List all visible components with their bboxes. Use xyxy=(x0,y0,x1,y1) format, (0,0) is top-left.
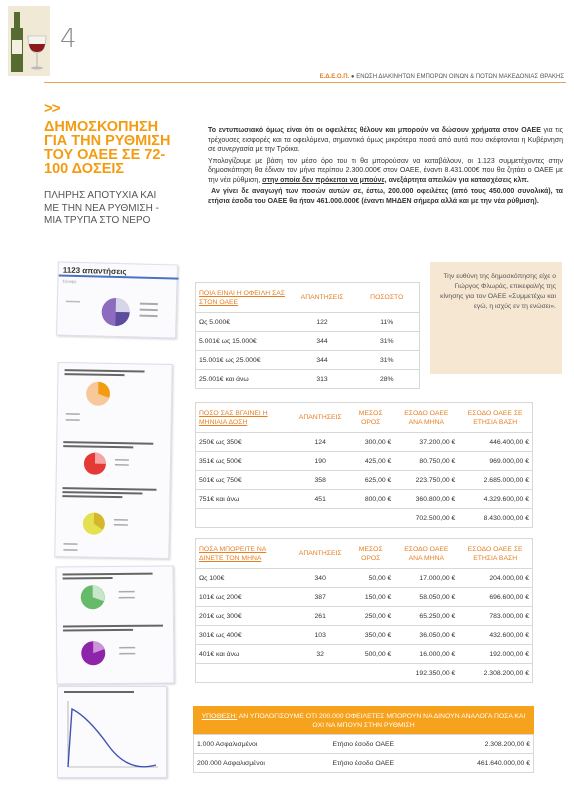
table-cell: 150,00 € xyxy=(347,588,394,607)
table-cell: 190 xyxy=(293,452,347,471)
chevron-marker: >> xyxy=(44,100,60,117)
column-header: ΑΠΑΝΤΗΣΕΙΣ xyxy=(293,539,347,569)
table-cell: 36.050,00 € xyxy=(394,626,458,645)
table-row xyxy=(196,370,420,389)
table-cell: 751€ και άνω xyxy=(196,490,294,509)
table-cell: 200.000 Ασφαλισμένοι xyxy=(194,754,330,773)
table-cell: 387 xyxy=(293,588,347,607)
paragraph-1-bold: Το εντυπωσιακό όμως είναι ότι οι οφειλέτες θέλουν και μπορούν να δώσουν χρήματα στον ΟΑΕΕ xyxy=(208,127,541,134)
table-cell: 201€ ως 300€ xyxy=(196,607,294,626)
table-cell: 500,00 € xyxy=(347,645,394,664)
table-cell: 451 xyxy=(293,490,347,509)
table-row xyxy=(196,626,533,645)
table-cell: 28% xyxy=(355,370,420,389)
table-cell: 4.329.600,00 € xyxy=(458,490,532,509)
table-cell: 32 xyxy=(293,645,347,664)
total-year: 2.308.200,00 € xyxy=(458,664,532,683)
hypothesis-box xyxy=(193,706,534,773)
table-cell: 351€ ως 500€ xyxy=(196,452,294,471)
table-row xyxy=(196,607,533,626)
paragraph-2-underline: στην οποία δεν πρόκειται να μπούνε, xyxy=(262,176,387,184)
sidebar-note: Την ευθύνη της δημοσκόπησης είχε ο Γιώργος Φλωράς, επικεφαλής της κίνησης για τον ΟΑΕΕ «Συμμετέχω και εγώ, η ισχύς εν τη ενώσει». xyxy=(440,273,556,310)
paragraph-1 xyxy=(208,126,563,155)
table-row xyxy=(196,588,533,607)
table-cell: 122 xyxy=(290,313,355,332)
wine-glass-image xyxy=(8,6,50,76)
paragraph-3 xyxy=(208,187,563,206)
table-cell: 204.000,00 € xyxy=(458,569,532,588)
column-header: ΕΣΟΔΟ ΟΑΕΕ ΣΕ ΕΤΗΣΙΑ ΒΑΣΗ xyxy=(458,539,532,569)
table-cell: 360.800,00 € xyxy=(394,490,458,509)
table-row xyxy=(196,569,533,588)
table-total-row xyxy=(196,509,533,528)
table-row xyxy=(196,471,533,490)
table-row xyxy=(194,735,534,754)
table-header-row xyxy=(196,403,533,433)
table-header-row xyxy=(196,539,533,569)
table-cell: 461.640.000,00 € xyxy=(442,754,534,773)
table-cell: 401€ και άνω xyxy=(196,645,294,664)
paragraph-2-end: ανεξάρτητα απειλών για κατασχέσεις κλπ. xyxy=(386,176,529,184)
table-cell: Ετήσιο έσοδο ΟΑΕΕ xyxy=(330,735,442,754)
table-cell: 101€ ως 200€ xyxy=(196,588,294,607)
line-chart-thumb xyxy=(58,687,168,779)
table-cell: 800,00 € xyxy=(347,490,394,509)
table-cell: 501€ ως 750€ xyxy=(196,471,294,490)
table-row xyxy=(196,433,533,452)
table-cell: 446.400,00 € xyxy=(458,433,532,452)
debt-table xyxy=(195,282,420,389)
column-header: ΠΟΣΟΣΤΟ xyxy=(355,283,420,313)
column-header: ΑΠΑΝΤΗΣΕΙΣ xyxy=(290,283,355,313)
column-header: ΕΣΟΔΟ ΟΑΕΕ ΑΝΑ ΜΗΝΑ xyxy=(394,403,458,433)
column-header: ΠΟΙΑ ΕΙΝΑΙ Η ΟΦΕΙΛΗ ΣΑΣ ΣΤΟΝ ΟΑΕΕ xyxy=(196,283,290,313)
table-row xyxy=(196,313,420,332)
table-cell: 17.000,00 € xyxy=(394,569,458,588)
org-full-name: ΕΝΩΣΗ ΔΙΑΚΙΝΗΤΩΝ ΕΜΠΟΡΩΝ ΟΙΝΩΝ & ΠΟΤΩΝ ΜΑΚΕΔΟΝΙΑΣ ΘΡΑΚΗΣ xyxy=(356,74,564,80)
table-cell: 358 xyxy=(293,471,347,490)
table-cell: 783.000,00 € xyxy=(458,607,532,626)
paragraph-1-rest: για τις τρέχουσες εισφορές και τα οφειλόμενα, σημαντικά όμως μικρότερα ποσά από αυτά που σκέφτονται η Κυβέρνηση σε συνεργασία με την Τρόικα. xyxy=(208,127,564,153)
total-month: 192.350,00 € xyxy=(394,664,458,683)
survey-screenshot-pies xyxy=(54,362,172,559)
total-month: 702.500,00 € xyxy=(394,509,458,528)
page-number: 4 xyxy=(60,24,77,54)
table-cell: 344 xyxy=(290,332,355,351)
pie-chart-thumb-1 xyxy=(57,262,179,339)
table-cell: 625,00 € xyxy=(347,471,394,490)
table-row xyxy=(196,490,533,509)
hypothesis-text: ΑΝ ΥΠΟΛΟΓΙΣΟΥΜΕ ΟΤΙ 200.000 ΟΦΕΙΛΕΤΕΣ ΜΠΟΡΟΥΝ ΝΑ ΔΙΝΟΥΝ ΑΝΑΛΟΓΑ ΠΟΣΑ ΚΑΙ ΟΧΙ ΝΑ ΜΠΟΥΝ ΣΤΗΝ ΡΥΘΜΙΣΗ xyxy=(238,713,526,729)
table-cell: 2.685.000,00 € xyxy=(458,471,532,490)
table-row xyxy=(196,351,420,370)
header-divider xyxy=(44,82,566,83)
table-cell: 344 xyxy=(290,351,355,370)
pie-charts-thumb-3 xyxy=(56,566,175,685)
summary-label: Σύνοψη xyxy=(62,278,77,284)
table-cell: 300,00 € xyxy=(347,433,394,452)
table-cell: Ως 5.000€ xyxy=(196,313,290,332)
column-header: ΕΣΟΔΟ ΟΑΕΕ ΣΕ ΕΤΗΣΙΑ ΒΑΣΗ xyxy=(458,403,532,433)
survey-screenshot-pies-2 xyxy=(55,565,174,684)
table-cell: 16.000,00 € xyxy=(394,645,458,664)
table-cell: 223.750,00 € xyxy=(394,471,458,490)
table-cell: 5.001€ ως 15.000€ xyxy=(196,332,290,351)
table-cell: 350,00 € xyxy=(347,626,394,645)
column-header: ΕΣΟΔΟ ΟΑΕΕ ΑΝΑ ΜΗΝΑ xyxy=(394,539,458,569)
column-header: ΜΕΣΟΣ ΟΡΟΣ xyxy=(347,403,394,433)
paragraph-2 xyxy=(208,157,563,186)
table-cell: 340 xyxy=(293,569,347,588)
table-cell: 425,00 € xyxy=(347,452,394,471)
survey-screenshot-summary xyxy=(56,261,178,338)
paragraph-3-bold: Αν γίνει δε αναγωγή των ποσών αυτών σε, έστω, 200.000 οφειλέτες (από τους 450.000 συνολικά), τα ετήσια έσοδα του ΟΑΕΕ θα ήταν 461.000.000€ (έναντι ΜΗΔΕΝ σήμερα αλλά και με την νέα ρύθμιση). xyxy=(208,188,563,205)
table-cell: 25.001€ και άνω xyxy=(196,370,290,389)
table-total-row xyxy=(196,664,533,683)
table-cell: Ως 100€ xyxy=(196,569,294,588)
table-cell: 37.200,00 € xyxy=(394,433,458,452)
responses-count: 1123 απαντήσεις xyxy=(62,265,127,277)
table-row xyxy=(194,754,534,773)
table-cell: 301€ ως 400€ xyxy=(196,626,294,645)
org-short-name: Ε.Δ.Ε.Ο.Π. xyxy=(319,74,350,80)
table-cell: 969.000,00 € xyxy=(458,452,532,471)
column-header: ΑΠΑΝΤΗΣΕΙΣ xyxy=(293,403,347,433)
column-header: ΜΕΣΟΣ ΟΡΟΣ xyxy=(347,539,394,569)
table-cell: 432.600,00 € xyxy=(458,626,532,645)
table-cell: 65.250,00 € xyxy=(394,607,458,626)
table-row xyxy=(196,332,420,351)
table-row xyxy=(196,452,533,471)
monthly-installment-table xyxy=(195,402,533,528)
table-cell: 31% xyxy=(355,351,420,370)
paragraph-2-start: Υπολογίζουμε με βάση τον μέσο όρο του τι θα μπορούσαν να καταβάλουν, οι 1.123 συμμετέχοντες στην δημοσκόπηση θα έδιναν τον μήνα περίπου 2.300.000€ στον ΟΑΕΕ, έναντι 8.431.000€ που θα ζητάει ο ΟΑΕΕ με την νέα ρύθμιση, xyxy=(208,157,563,184)
table-cell: 11% xyxy=(355,313,420,332)
article-title: ΔΗΜΟΣΚΟΠΗΣΗ ΓΙΑ ΤΗΝ ΡΥΘΜΙΣΗ ΤΟΥ ΟΑΕΕ ΣΕ 72-100 ΔΟΣΕΙΣ xyxy=(44,119,171,177)
table-cell: 250,00 € xyxy=(347,607,394,626)
survey-screenshot-line xyxy=(57,686,167,778)
hypothesis-label: ΥΠΟΘΕΣΗ: xyxy=(201,713,238,720)
table-row xyxy=(196,645,533,664)
article-body xyxy=(208,126,563,208)
table-cell: 192.000,00 € xyxy=(458,645,532,664)
table-cell: 124 xyxy=(293,433,347,452)
total-year: 8.430.000,00 € xyxy=(458,509,532,528)
table-cell: 50,00 € xyxy=(347,569,394,588)
table-cell: 15.001€ ως 25.000€ xyxy=(196,351,290,370)
article-subtitle: ΠΛΗΡΗΣ ΑΠΟΤΥΧΙΑ ΚΑΙ ΜΕ ΤΗΝ ΝΕΑ ΡΥΘΜΙΣΗ - ΜΙΑ ΤΡΥΠΑ ΣΤΟ ΝΕΡΟ xyxy=(44,190,159,226)
table-cell: 31% xyxy=(355,332,420,351)
table-cell: 80.750,00 € xyxy=(394,452,458,471)
hypothesis-header xyxy=(193,706,534,734)
table-cell: Ετήσιο έσοδο ΟΑΕΕ xyxy=(330,754,442,773)
table-cell: 2.308.200,00 € xyxy=(442,735,534,754)
table-header-row xyxy=(196,283,420,313)
table-cell: 103 xyxy=(293,626,347,645)
table-cell: 58.050,00 € xyxy=(394,588,458,607)
affordable-payment-table xyxy=(195,538,533,683)
table-cell: 696.600,00 € xyxy=(458,588,532,607)
header-organization: Ε.Δ.Ε.Ο.Π. ● ΕΝΩΣΗ ΔΙΑΚΙΝΗΤΩΝ ΕΜΠΟΡΩΝ ΟΙΝΩΝ & ΠΟΤΩΝ ΜΑΚΕΔΟΝΙΑΣ ΘΡΑΚΗΣ xyxy=(319,74,564,80)
column-header: ΠΟΣΑ ΜΠΟΡΕΙΤΕ ΝΑ ΔΙΝΕΤΕ ΤΟΝ ΜΗΝΑ xyxy=(196,539,294,569)
table-cell: 261 xyxy=(293,607,347,626)
column-header: ΠΟΣΟ ΣΑΣ ΒΓΑΙΝΕΙ Η ΜΗΝΙΑΙΑ ΔΟΣΗ xyxy=(196,403,294,433)
pie-charts-thumb-2 xyxy=(55,363,173,560)
table-cell: 313 xyxy=(290,370,355,389)
table-cell: 250€ ως 350€ xyxy=(196,433,294,452)
table-cell: 1.000 Ασφαλισμένοι xyxy=(194,735,330,754)
